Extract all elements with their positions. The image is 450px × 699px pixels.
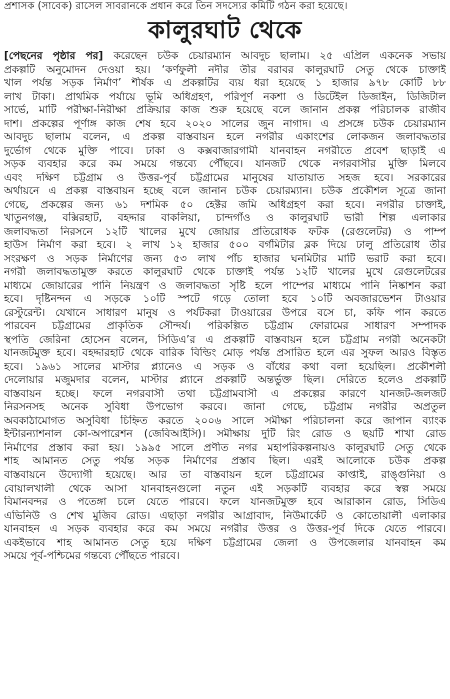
body-line-text: স্থপতি জেরিনা হোসেন বলেন, সিডিএ’র এ প্রকল্পটি বাস্তবায়ন হলে চট্টগ্রাম নগরী অনেকটা (4, 333, 446, 346)
body-line-text: সড়ক ব্যবহার করে কম সময়ে গন্তব্যে পৌঁছবে। যানজট থেকে নগরবাসীর মুক্তি মিলবে (4, 158, 446, 171)
body-line-text: সময়ে পূর্ব-পশ্চিমের গন্তব্যে পৌঁছতে পারবে। (4, 550, 180, 563)
body-line (4, 361, 446, 375)
body-line (4, 91, 446, 105)
body-line (4, 172, 446, 186)
body-line (4, 158, 446, 172)
body-line (4, 428, 446, 442)
continued-from-back-page-label: [পেছনের পৃষ্ঠার পর] (4, 50, 114, 62)
body-line (4, 483, 446, 497)
body-line-text: অর্থায়নে এ প্রকল্প বাস্তবায়ন হচ্ছে বলে জানান চউক চেয়ারম্যান। চউক প্রকৌশল সূত্রে জানা (4, 185, 446, 198)
body-line (4, 374, 446, 388)
body-line-text: লাখ টাকা। প্রাথমিক পর্যায়ে ভূমি অধিগ্রহণ, পরিপূর্ণ নকশা ও ডিটেইল ডিজাইন, ডিজিটাল (4, 90, 446, 103)
body-line (4, 347, 446, 361)
body-line (4, 77, 446, 91)
body-line (4, 334, 446, 348)
body-line-text: সার্ভে, মাটি পরীক্ষা-নিরীক্ষা প্রক্রিয়ার কাজ শুরু হয়েছে বলে জানান প্রকল্প পরিচালক রাজীব (4, 104, 446, 117)
body-line-text: আবদুচ ছালাম বলেন, এ প্রকল্প বাস্তবায়ন হলে নগরীর একাংশের লোকজন জলাবদ্ধতার (4, 131, 446, 144)
body-line-text: অবকাঠামোগত অসুবিধা চিহ্নিত করতে ২০০৬ সালে সমীক্ষা পরিচালনা করে জাপান ব্যাংক (4, 414, 446, 427)
body-line-text: বোয়ালখালী থেকে আসা যানবাহনগুলো নতুন এই সড়কটি ব্যবহার করে স্বল্প সময়ে (4, 482, 446, 495)
body-line (4, 307, 446, 321)
body-line-text: করেছেন চউক চেয়ারম্যান আবদুচ ছালাম। ২৫ এপ্রিল একনেক সভায় (113, 50, 446, 62)
body-line-text: শাহ আমানত সেতু পর্যন্ত সড়ক নির্মাণের প্রস্তাব ছিল। এরই আলোকে চউক প্রকল্প (4, 455, 446, 468)
body-line (4, 442, 446, 456)
body-line (4, 537, 446, 551)
body-line-text: একইভাবে শাহ আমানত সেতু হয়ে দক্ষিণ চট্টগ্রামের জেলা ও উপজেলার যানবাহন কম (4, 536, 446, 549)
body-line-text: জলাবদ্ধতা নিরসনে ১২টি খালের মুখে জোয়ার প্রতিরোধক ফটক (রেগুলেটর) ও পাম্প (4, 225, 446, 238)
article-body (0, 50, 450, 564)
body-line-text: খাল পর্যন্ত সড়ক নির্মাণ’ শীর্ষক এ প্রকল্পটির ব্যয় ধরা হয়েছে ১ হাজার ৯৭৮ কোটি ৮৮ (4, 77, 446, 90)
body-line-text: দুর্ভোগ থেকে মুক্তি পাবে। ঢাকা ও কক্সবাজারগামী যানবাহন নগরীতে প্রবেশ ছাড়াই এ (4, 144, 446, 157)
body-line-text: হাউস নির্মাণ করা হবে। ২ লাখ ১২ হাজার ৫০০ বর্গমিটার ব্লক দিয়ে ঢালু প্রতিরোধ তীর (4, 239, 446, 252)
body-line-text: পারবেন চট্টগ্রামের প্রাকৃতিক সৌন্দর্য। পরিকল্পিত চট্টগ্রাম ফোরামের সাধারণ সম্পাদক (4, 320, 446, 333)
body-line-text: নগরী জলাবদ্ধতামুক্ত করতে কালুরঘাট থেকে চাক্তাই পর্যন্ত ১২টি খালের মুখে রেগুলেটরের (4, 266, 446, 279)
body-line-text: নিরসনসহ অনেক সুবিধা উপভোগ করবে। জানা গেছে, চট্টগ্রাম নগরীর অপ্রতুল (4, 401, 446, 414)
body-line-text: বাস্তবায়নে উদ্যোগী হয়েছে। আর তা বাস্তবায়ন হলে চট্টগ্রামের কাপ্তাই, রাঙ্গুনিয়া ও (4, 468, 446, 481)
body-line-text: যানজটমুক্ত হবে। বহদ্দারহাট থেকে বারিক বিল্ডিং মোড় পর্যন্ত প্রসারিত হলে এর সুফল আরও বিস্তৃত (4, 347, 446, 360)
body-line (4, 293, 446, 307)
body-line-text: দাশ। প্রকল্পের পূর্ণাঙ্গ কাজ শেষ হবে ২০২০ সালের জুন নাগাদ। এ প্রসঙ্গে চউক চেয়ারম্যান (4, 117, 446, 130)
body-line-text: ইন্টারন্যাশনাল কো-অপারেশন (জেবিআইসি)। সমীক্ষায় দুটি রিং রোড ও ছয়টি শাখা রোড (4, 428, 446, 441)
body-line-text: বিমানবন্দর ও পতেঙ্গা চলে যেতে পারবে। ফলে যানজটমুক্ত হবে আরাকান রোড, সিডিএ (4, 496, 446, 509)
body-line (4, 199, 446, 213)
body-line (4, 212, 446, 226)
body-line-text: গেছে, প্রকল্পের জন্য ৬১ দশমিক ৫০ হেক্টর জমি অধিগ্রহণ করা হবে। নগরীর চাক্তাই, (4, 198, 446, 211)
body-line-text: হবে। ১৯৬১ সালের মাস্টার প্ল্যানেও এ সড়ক ও বাঁধের কথা বলা হয়েছিল। প্রকৌশলী (4, 360, 446, 373)
body-line-text: এবং দক্ষিণ চট্টগ্রাম ও উত্তর-পূর্ব চট্টগ্রামের মানুষের যাতায়াত সহজ হবে। সরকারের (4, 171, 446, 184)
body-line-text: যানবাহন এ সড়ক ব্যবহার করে কম সময়ে নগরীর উত্তর ও উত্তর-পূর্ব দিকে যেতে পারবে। (4, 523, 446, 536)
body-line-text: খাতুনগঞ্জ, বক্সিরহাট, বহদ্দার বাকলিয়া, চান্দগাঁও ও কালুরঘাট ভারী শিল্প এলাকার (4, 212, 446, 225)
body-line-text: সংরক্ষণ ও সড়ক নির্মাণের জন্য ৫৩ লাখ পাঁচ হাজার ঘনমিটার মাটি ভরাট করা হবে। (4, 252, 446, 265)
body-line-text: রেস্টুরেন্ট। যেখানে সাধারণ মানুষ ও পর্যটকরা টাওয়ারের উপরে বসে চা, কফি পান করতে (4, 306, 446, 319)
body-line (4, 455, 446, 469)
body-line (4, 64, 446, 78)
body-line (4, 469, 446, 483)
body-line (4, 510, 446, 524)
body-line (4, 550, 446, 564)
body-line (4, 185, 446, 199)
body-line (4, 239, 446, 253)
body-line-text: হবে। দৃষ্টিনন্দন এ সড়কে ১০টি স্পটে গড়ে তোলা হবে ১০টি অবজারভেশন টাওয়ার (4, 293, 446, 306)
body-line (4, 320, 446, 334)
body-line (4, 523, 446, 537)
body-line (4, 145, 446, 159)
body-line (4, 131, 446, 145)
body-line-text: এভিনিউ ও শেখ মুজিব রোড। এছাড়া নগরীর আগ্রাবাদ, নিউমার্কেট ও কোতোয়ালী এলাকার (4, 509, 446, 522)
body-line (4, 104, 446, 118)
body-line (4, 118, 446, 132)
previous-article-last-line: প্রশাসক (সাবেক) রাসেল সাবরানকে প্রধান করে তিন সদস্যের কমিটি গঠন করা হয়েছে। (4, 1, 348, 12)
body-line (4, 388, 446, 402)
body-line-text: মাধ্যমে জোয়ারের পানি নিয়ন্ত্রণ ও জলাবদ্ধতা সৃষ্টি হলে পাম্পের মাধ্যমে পানি নিষ্কাশন করা (4, 279, 446, 292)
body-line-text: বাস্তবায়ন হচ্ছে। ফলে নগরবাসী তথা চট্টগ্রামবাসী এ প্রকল্পের কারণে যানজট-জলজট (4, 387, 446, 400)
body-line (4, 401, 446, 415)
body-line (4, 253, 446, 267)
body-line-text: প্রকল্পটি অনুমোদন দেওয়া হয়। ‘কর্ণফুলী নদীর তীর বরাবর কালুরঘাট সেতু থেকে চাক্তাই (4, 63, 446, 76)
body-line-text: দেলোয়ার মজুমদার বলেন, মাস্টার প্ল্যানে প্রকল্পটি অন্তর্ভুক্ত ছিল। দেরিতে হলেও প্রকল্পটি (4, 374, 446, 387)
body-line (4, 266, 446, 280)
body-line (4, 280, 446, 294)
body-line-text: নির্মাণের প্রস্তাব করা হয়। ১৯৯৫ সালে প্রণীত নগর মহাপরিকল্পনায়ও কালুরঘাট সেতু থেকে (4, 441, 446, 454)
body-line (4, 50, 446, 64)
body-line (4, 415, 446, 429)
body-line (4, 226, 446, 240)
article-headline: কালুরঘাট থেকে (148, 16, 302, 44)
body-line (4, 496, 446, 510)
